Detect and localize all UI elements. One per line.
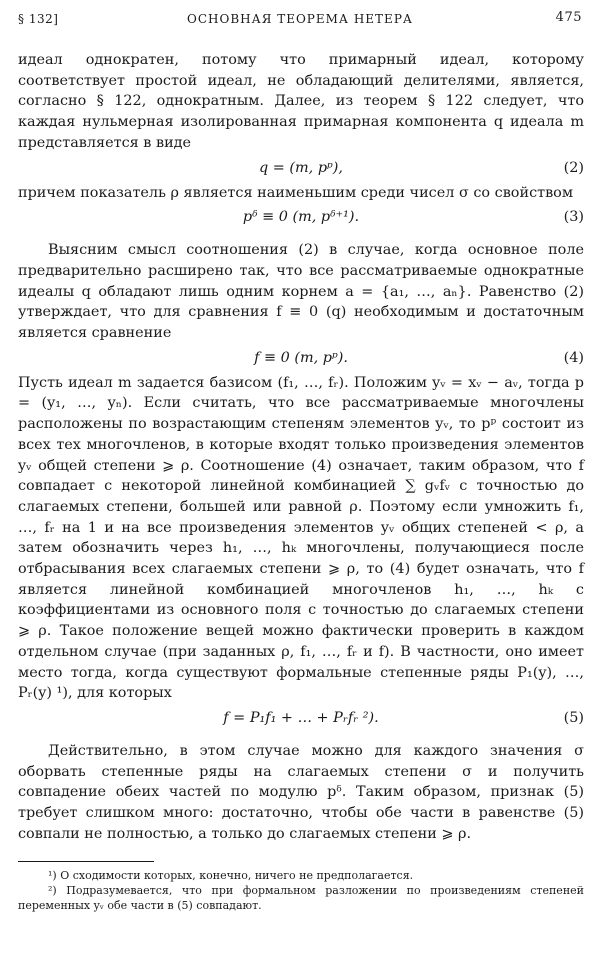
running-header — [18, 4, 582, 32]
chapter-title: ОСНОВНАЯ ТЕОРЕМА НЕТЕРА — [187, 12, 413, 26]
section-reference: § 132] — [18, 12, 59, 26]
equation-3 — [18, 207, 584, 229]
equation-2-formula: q = (m, pᵖ), — [259, 159, 343, 176]
equation-3-number: (3) — [563, 209, 584, 226]
footnotes — [18, 868, 584, 913]
equation-5 — [18, 708, 584, 730]
equation-4 — [18, 348, 584, 370]
footnote-rule — [18, 861, 154, 862]
page-number: 475 — [555, 10, 582, 25]
equation-2-number: (2) — [563, 159, 584, 176]
paragraph-3: Выясним смысл соотношения (2) в случае, когда основное поле предварительно расширено так, что все рассматриваемые однократные идеалы q обладают лишь одним корнем a = {a₁, …, aₙ}. Равенство (2) утверждает, что для сравнения f ≡ 0 (q) необходимым и достаточным является сравнение — [18, 242, 584, 342]
paragraph-5: Действительно, в этом случае можно для каждого значения σ оборвать степенные ряды на слагаемых степени σ и получить совпадение обеих частей по модулю pᵟ. Таким образом, признак (5) требует слишком много: достаточно, чтобы обе части в равенстве (5) совпали не полностью, а только до слагаемых степени ⩾ ρ. — [18, 742, 584, 842]
equation-5-number: (5) — [563, 709, 584, 726]
main-text — [18, 50, 584, 913]
equation-4-formula: f ≡ 0 (m, pᵖ). — [254, 349, 348, 366]
paragraph-1: идеал однократен, потому что примарный идеал, которому соответствует простой идеал, не обладающий делителями, является, согласно § 122, однократным. Далее, из теорем § 122 следует, что каждая нульмерная изолированная примарная компонента q идеала m представляется в виде — [18, 52, 584, 151]
equation-4-number: (4) — [563, 349, 584, 366]
paragraph-4: Пусть идеал m задается базисом (f₁, …, fᵣ). Положим yᵥ = xᵥ − aᵥ, тогда p = (y₁, …, yₙ). Если считать, что все рассматриваемые многочлены расположены по возрастающим степеням элементов yᵥ, то pᵖ состоит из всех тех многочленов, в которые входят только произведения элементов yᵥ общей степени ⩾ ρ. Соотношение (4) означает, таким образом, что f совпадает с некоторой линейной комбинацией ∑ gᵥfᵥ с точностью до слагаемых степени, большей или равной ρ. Поэтому если умножить f₁, …, fᵣ на 1 и на все произведения элементов yᵥ общих степеней < ρ, а затем обозначить через h₁, …, hₖ многочлены, получающиеся после отбрасывания всех слагаемых степени ⩾ ρ, то (4) будет означать, что f является линейной комбинацией многочленов h₁, …, hₖ с коэффициентами из основного поля с точностью до слагаемых степени ⩾ ρ. Такое положение вещей можно фактически проверить в каждом отдельном случае (при заданных ρ, f₁, …, fᵣ и f). В частности, оно имеет место тогда, когда существуют формальные степенные ряды P₁(y), …, Pᵣ(y) ¹), для которых — [18, 374, 584, 702]
equation-5-formula: f = P₁f₁ + … + Pᵣfᵣ ²). — [223, 709, 379, 726]
footnote-1: ¹) О сходимости которых, конечно, ничего не предполагается. — [48, 868, 414, 882]
equation-2 — [18, 158, 584, 180]
paragraph-2: причем показатель ρ является наименьшим среди чисел σ со свойством — [18, 184, 574, 201]
footnote-2: ²) Подразумевается, что при формальном разложении по произведениям степеней переменных yᵥ обе части в (5) совпадают. — [18, 883, 584, 912]
equation-3-formula: pᵟ ≡ 0 (m, pᵟ⁺¹). — [242, 209, 360, 226]
